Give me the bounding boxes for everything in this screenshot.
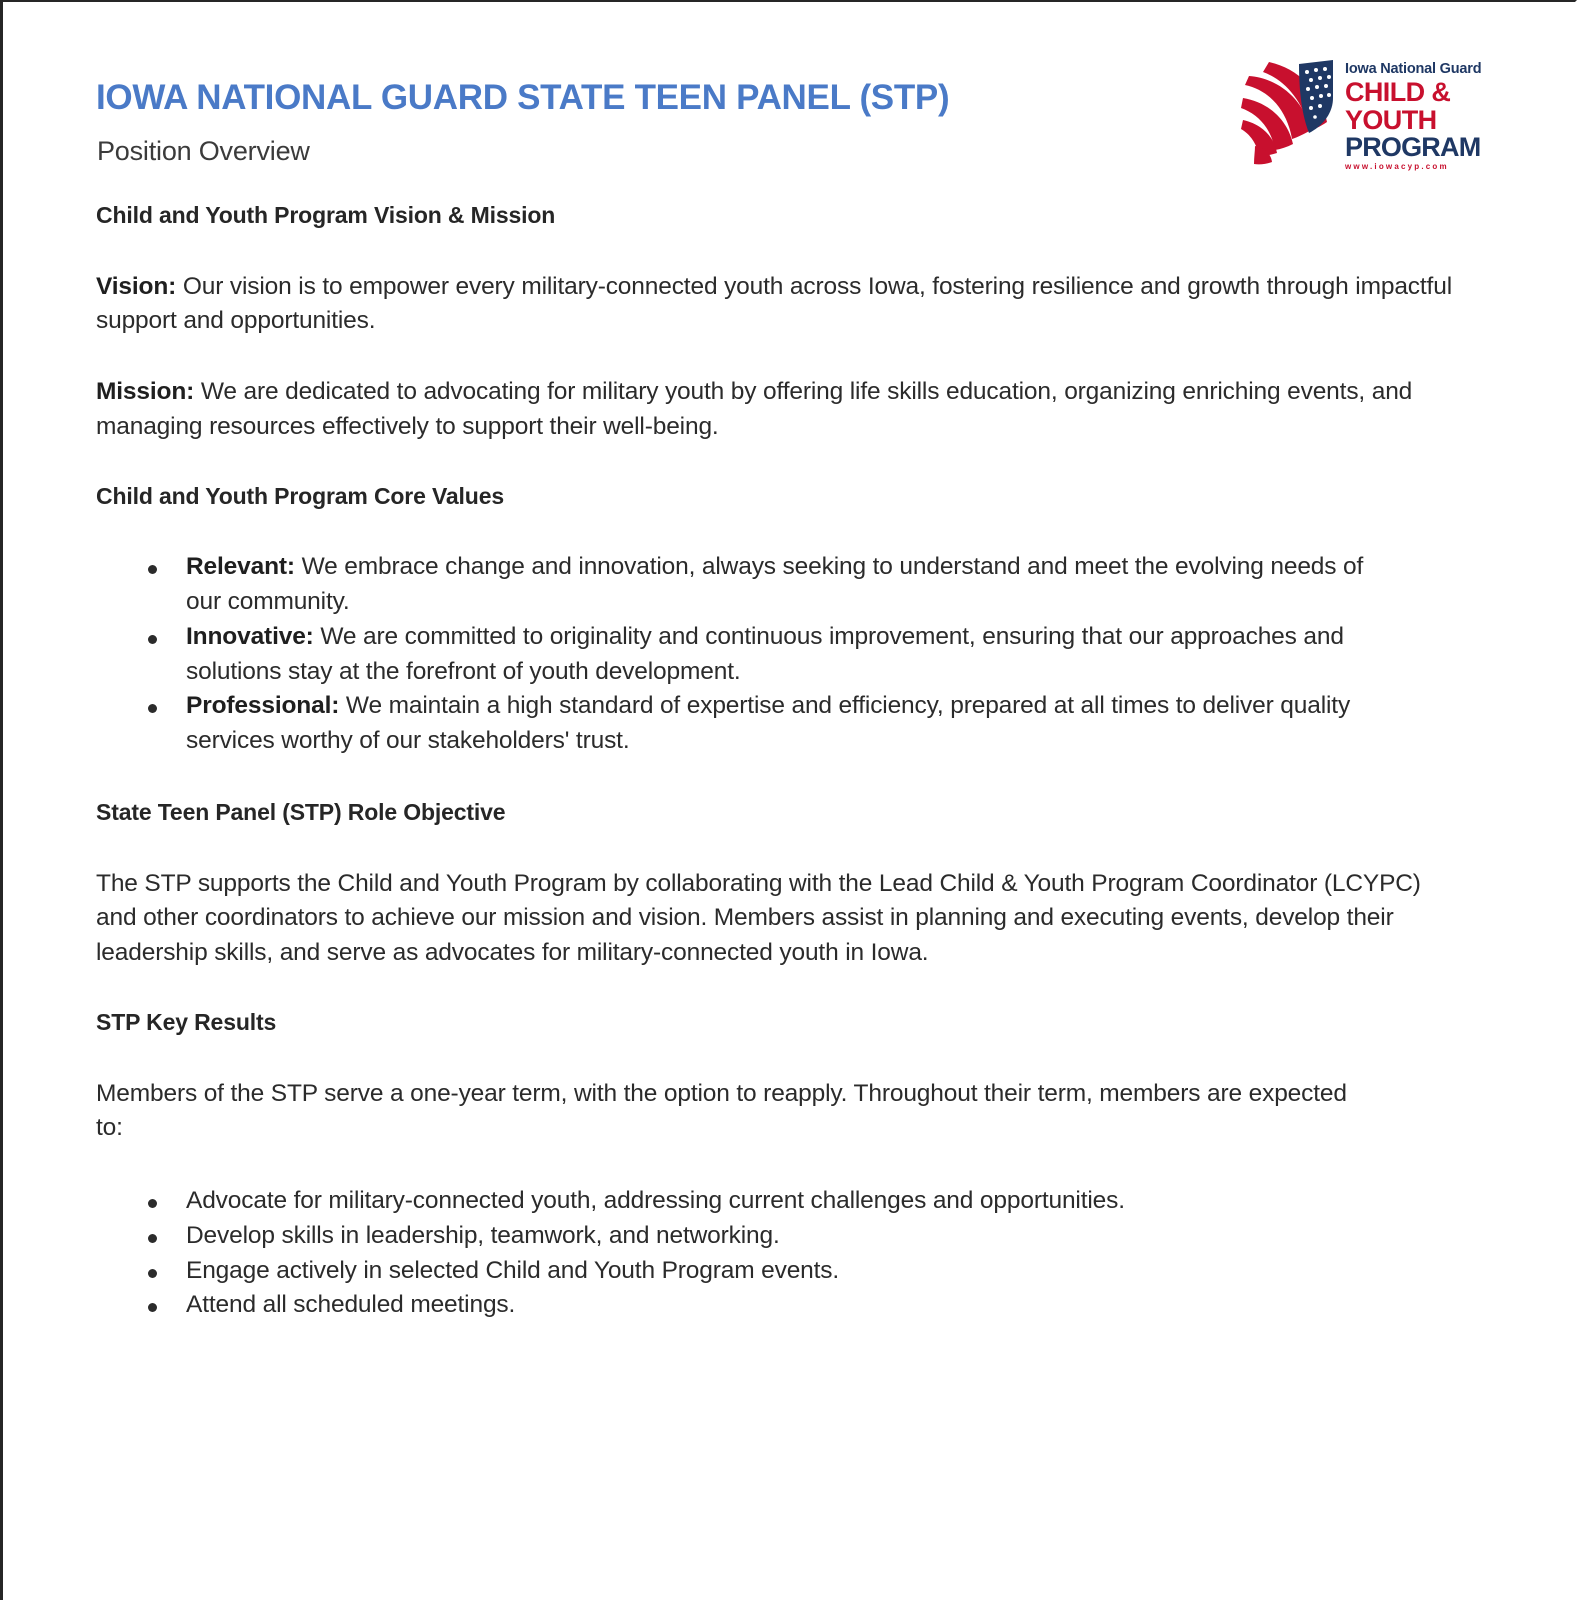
- logo-line-child: CHILD &: [1345, 76, 1451, 107]
- logo-website-url: www.iowacyp.com: [1345, 162, 1449, 172]
- core-values-list: [96, 550, 1476, 759]
- core-value-text: We are committed to originality and continuous improvement, ensuring that our approaches and solutions stay at the forefront of youth development.: [186, 622, 1344, 685]
- vision-text: Our vision is to empower every military-connected youth across Iowa, fostering resilience and growth through impactful support and opportunities.: [96, 272, 1452, 335]
- mission-paragraph: [96, 375, 1461, 445]
- core-value-label: Professional:: [186, 692, 340, 720]
- vision-label: Vision:: [96, 272, 177, 300]
- key-results-body: Members of the STP serve a one-year term, with the option to reapply. Throughout their term, members are expected to:: [96, 1079, 1347, 1142]
- document-header: [96, 2, 1482, 202]
- core-value-label: Innovative:: [186, 622, 314, 650]
- section-core-values: [96, 483, 1476, 759]
- list-item: Attend all scheduled meetings.: [96, 1288, 1396, 1323]
- key-results-list: [96, 1184, 1476, 1323]
- page-subtitle: Position Overview: [97, 136, 310, 166]
- logo-org-line: Iowa National Guard: [1345, 61, 1482, 77]
- list-item: [96, 550, 1396, 620]
- section-heading: Child and Youth Program Vision & Mission: [96, 202, 556, 228]
- page-title: IOWA NATIONAL GUARD STATE TEEN PANEL (STP): [96, 78, 950, 117]
- role-objective-body: The STP supports the Child and Youth Program by collaborating with the Lead Child & Youth Program Coordinator (LCYPC) and other coordinators to achieve our mission and vision. Members assist in planning and executing events, develop their leadership skills, and serve as advocates for military-connected youth in Iowa.: [96, 869, 1421, 967]
- section-vision-mission: [96, 202, 1476, 445]
- logo-line-youth: YOUTH: [1345, 104, 1437, 135]
- section-role-objective: [96, 799, 1476, 971]
- vision-paragraph: [96, 270, 1461, 340]
- list-item: [96, 620, 1396, 690]
- section-key-results: [96, 1009, 1476, 1323]
- logo-swoosh-flag-icon: [1241, 58, 1349, 170]
- list-item: [96, 689, 1396, 759]
- mission-text: We are dedicated to advocating for military youth by offering life skills education, organizing enriching events, and managing resources effectively to support their well-being.: [96, 378, 1413, 440]
- section-heading: State Teen Panel (STP) Role Objective: [96, 799, 506, 825]
- core-value-label: Relevant:: [186, 553, 295, 581]
- document-content: [96, 2, 1482, 1323]
- list-item: Engage actively in selected Child and Youth Program events.: [96, 1254, 1396, 1289]
- logo-line-program: PROGRAM: [1345, 131, 1481, 162]
- cyp-logo: [1241, 54, 1482, 176]
- section-heading: STP Key Results: [96, 1008, 277, 1035]
- core-value-text: We maintain a high standard of expertise and efficiency, prepared at all times to deliver quality services worthy of our stakeholders' trust.: [186, 692, 1351, 755]
- core-value-text: We embrace change and innovation, always seeking to understand and meet the evolving needs of our community.: [186, 553, 1364, 616]
- list-item: Advocate for military-connected youth, addressing current challenges and opportunities.: [96, 1184, 1396, 1219]
- mission-label: Mission:: [96, 378, 195, 406]
- logo-wordmark: [1345, 54, 1482, 172]
- list-item: Develop skills in leadership, teamwork, and networking.: [96, 1219, 1396, 1254]
- section-heading: Child and Youth Program Core Values: [96, 482, 504, 509]
